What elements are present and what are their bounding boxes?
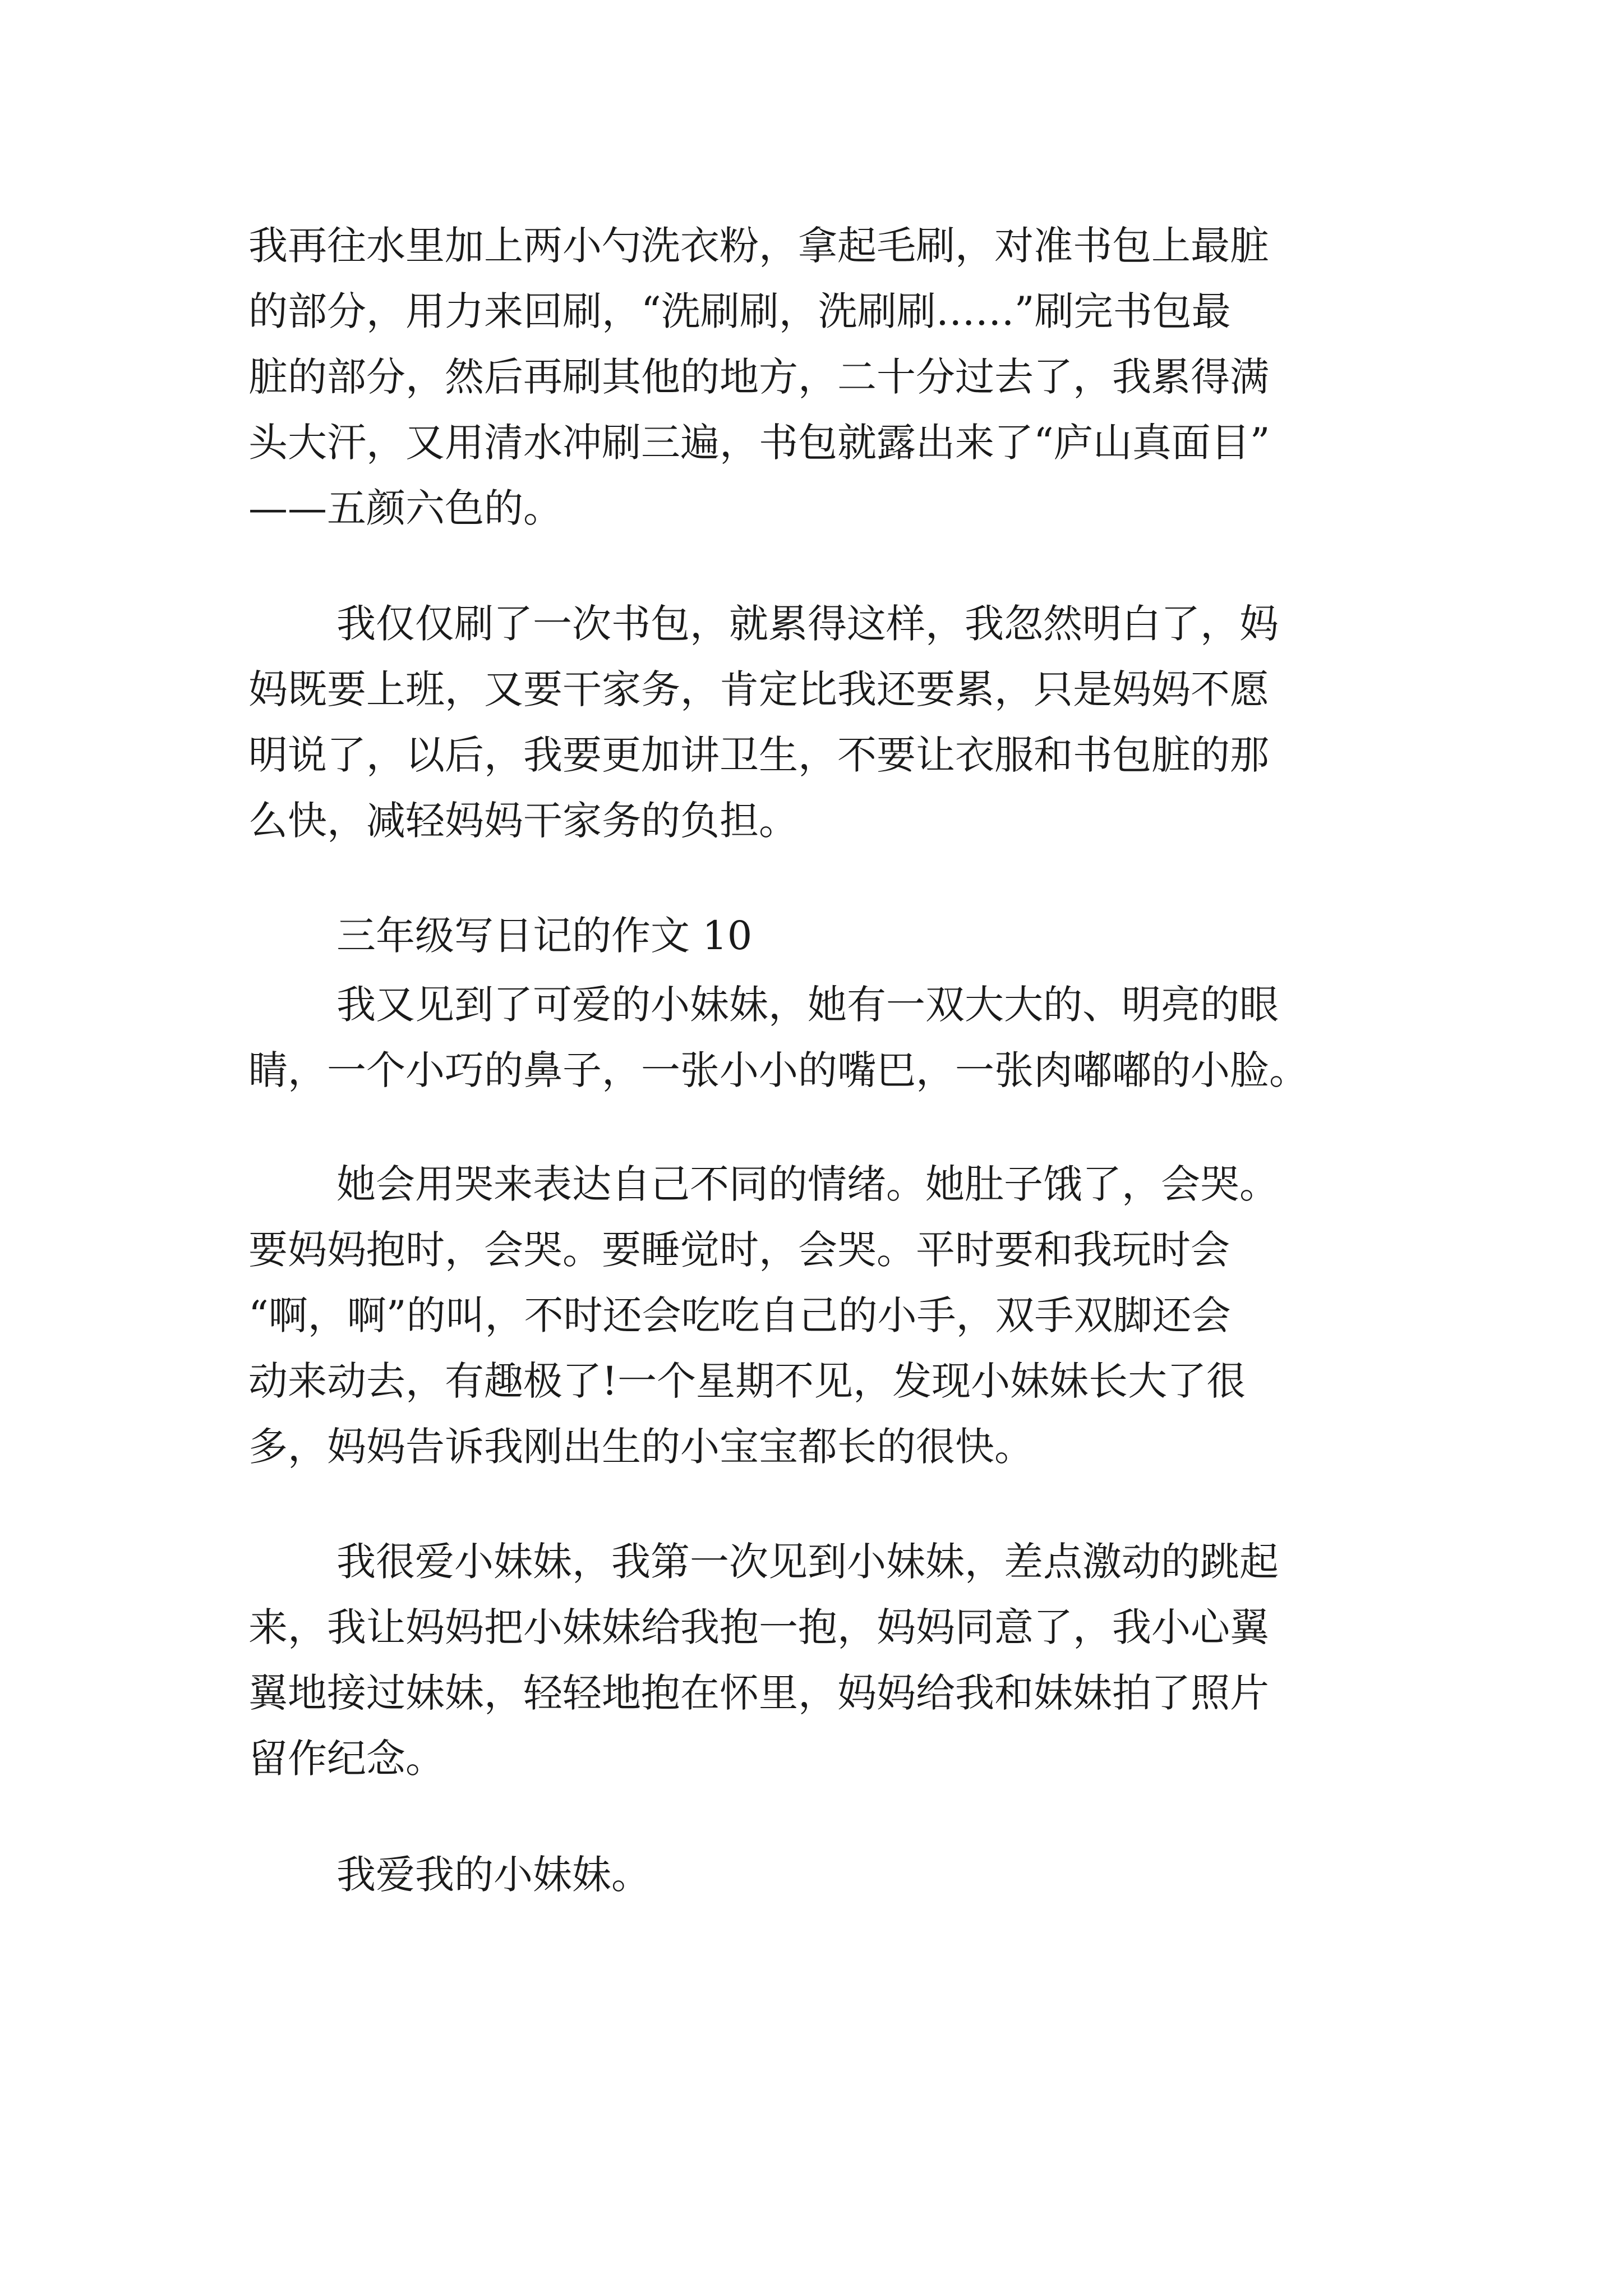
text-line (0, 788, 1623, 853)
text-line (0, 1217, 1623, 1282)
line-text: 脏的部分，然后再刷其他的地方，二十分过去了，我累得满 (248, 354, 1269, 400)
line-text: “啊，啊”的叫，不时还会吃吃自己的小手，双手双脚还会 (248, 1292, 1231, 1338)
line-text: 我再往水里加上两小勺洗衣粉，拿起毛刷，对准书包上最脏 (248, 223, 1269, 269)
line-text: ——五颜六色的。 (248, 485, 562, 531)
text-line (0, 972, 1623, 1037)
section-heading (0, 903, 1623, 968)
text-line (0, 723, 1623, 788)
text-line (0, 476, 1623, 541)
text-line (0, 1349, 1623, 1414)
text-line (0, 410, 1623, 475)
text-line (0, 1414, 1623, 1479)
line-text: 头大汗，又用清水冲刷三遍，书包就露出来了“庐山真面目” (248, 420, 1270, 466)
line-text: 她会用哭来表达自己不同的情绪。她肚子饿了，会哭。 (336, 1161, 1279, 1207)
text-line (0, 1038, 1623, 1103)
text-line (0, 1283, 1623, 1348)
line-text: 我爱我的小妹妹。 (336, 1852, 651, 1898)
heading-text: 三年级写日记的作文 10 (336, 913, 753, 959)
text-line (0, 1529, 1623, 1594)
text-line (0, 591, 1623, 656)
line-text: 多，妈妈告诉我刚出生的小宝宝都长的很快。 (248, 1424, 1034, 1470)
line-text: 么快，减轻妈妈干家务的负担。 (248, 798, 798, 844)
line-text: 动来动去，有趣极了!一个星期不见，发现小妹妹长大了很 (248, 1358, 1246, 1404)
line-text: 要妈妈抱时，会哭。要睡觉时，会哭。平时要和我玩时会 (248, 1227, 1230, 1273)
text-line (0, 1152, 1623, 1217)
line-text: 妈既要上班，又要干家务，肯定比我还要累，只是妈妈不愿 (248, 666, 1269, 712)
line-text: 的部分，用力来回刷，“洗刷刷，洗刷刷……”刷完书包最 (248, 288, 1231, 334)
text-line (0, 344, 1623, 409)
line-text: 留作纪念。 (248, 1736, 445, 1782)
line-text: 我很爱小妹妹，我第一次见到小妹妹，差点激动的跳起 (336, 1539, 1279, 1585)
line-text: 翼地接过妹妹，轻轻地抱在怀里，妈妈给我和妹妹拍了照片 (248, 1670, 1269, 1716)
text-line (0, 213, 1623, 278)
line-text: 来，我让妈妈把小妹妹给我抱一抱，妈妈同意了，我小心翼 (248, 1604, 1269, 1650)
text-line (0, 279, 1623, 344)
text-line (0, 1660, 1623, 1726)
line-text: 我又见到了可爱的小妹妹，她有一双大大的、明亮的眼 (336, 982, 1279, 1028)
text-line (0, 657, 1623, 722)
text-line (0, 1726, 1623, 1791)
text-line (0, 1595, 1623, 1660)
line-text: 我仅仅刷了一次书包，就累得这样，我忽然明白了，妈 (336, 601, 1279, 647)
line-text: 明说了，以后，我要更加讲卫生，不要让衣服和书包脏的那 (248, 732, 1269, 778)
line-text: 睛，一个小巧的鼻子，一张小小的嘴巴，一张肉嘟嘟的小脸。 (248, 1047, 1308, 1093)
text-line (0, 1842, 1623, 1907)
